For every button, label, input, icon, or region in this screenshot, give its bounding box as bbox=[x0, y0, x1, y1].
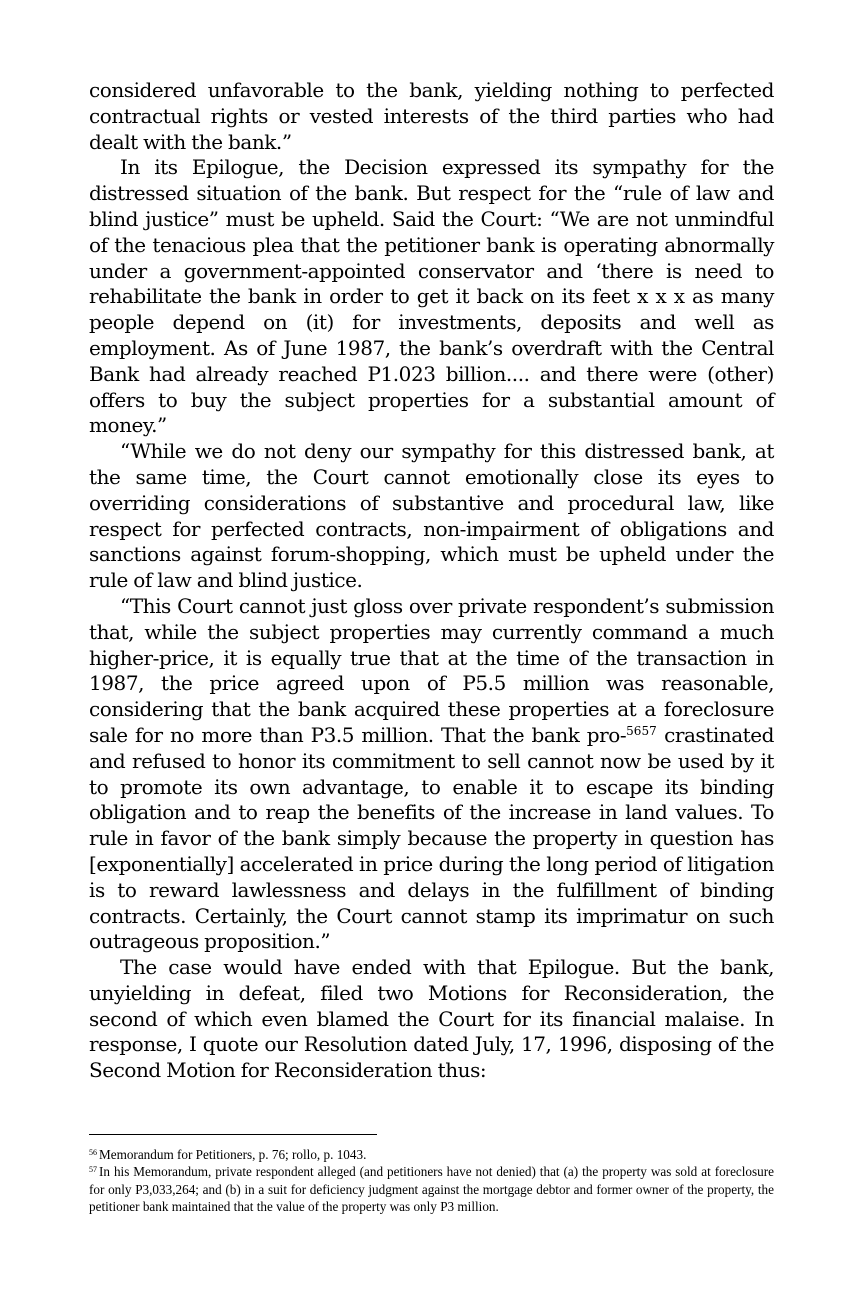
footnote-56 bbox=[89, 1146, 774, 1163]
paragraph-text-before-ref: “This Court cannot just gloss over private respondent’s submission that, while the subject properties may currently command a much higher-price, it is equally true that at the time of the transaction in 1987, the price agreed upon of P5.5 million was reasonable, considering that the bank acquired these properties at a foreclosure sale for no more than P3.5 million. That the bank pro- bbox=[89, 593, 774, 747]
paragraph-motions-reconsideration: The case would have ended with that Epilogue. But the bank, unyielding in defeat, filed two Motions for Reconsideration, the second of which even blamed the Court for its financial malaise. In response, I quote our Resolution dated July, 17, 1996, disposing of the Second Motion for Reconsideration thus: bbox=[89, 955, 774, 1083]
paragraph-text-after-ref: crastinated and refused to honor its commitment to sell cannot now be used by it to promote its own advantage, to enable it to escape its binding obligation and to reap the benefits of the increase in land values. To rule in favor of the bank simply because the property in question has [exponentially] accelerated in price during the long period of litigation is to reward lawlessness and delays in the fulfillment of binding contracts. Certainly, the Court cannot stamp its imprimatur on such outrageous proposition.” bbox=[89, 722, 774, 954]
footnote-text: In his Memorandum, private respondent alleged (and petitioners have not denied) that (a) the property was sold at foreclosure for only P3,033,264; and (b) in a suit for deficiency judgment against the mortgage debtor and former owner of the property, the petitioner bank maintained that the value of the property was only P3 million. bbox=[89, 1164, 774, 1215]
paragraph-continued: considered unfavorable to the bank, yielding nothing to perfected contractual rights or vested interests of the third parties who had dealt with the bank.” bbox=[89, 78, 774, 154]
paragraph-sympathy-quote: “While we do not deny our sympathy for this distressed bank, at the same time, the Court cannot emotionally close its eyes to overriding considerations of substantive and procedural law, like respect for perfected contracts, non-impairment of obligations and sanctions against forum-shopping, which must be upheld under the rule of law and blind justice. bbox=[89, 439, 774, 593]
footnote-number: 57 bbox=[89, 1165, 97, 1175]
paragraph-gloss-over-quote bbox=[89, 594, 774, 955]
footnote-number: 56 bbox=[89, 1148, 97, 1157]
footnote-text: Memorandum for Petitioners, p. 76; rollo, p. 1043. bbox=[99, 1147, 367, 1162]
footnote-57 bbox=[89, 1163, 774, 1215]
footnote-separator bbox=[89, 1134, 377, 1135]
document-body bbox=[89, 78, 774, 1084]
footnotes-section bbox=[89, 1146, 774, 1216]
paragraph-epilogue: In its Epilogue, the Decision expressed its sympathy for the distressed situation of the bank. But respect for the “rule of law and blind justice” must be upheld. Said the Court: “We are not unmindful of the tenacious plea that the petitioner bank is operating abnormally under a government-appointed conservator and ‘there is need to rehabilitate the bank in order to get it back on its feet x x x as many people depend on (it) for investments, deposits and well as employment. As of June 1987, the bank’s overdraft with the Central Bank had already reached P1.023 billion.... and there were (other) offers to buy the subject properties for a substantial amount of money.” bbox=[89, 155, 774, 438]
footnote-reference: 5657 bbox=[626, 723, 657, 738]
